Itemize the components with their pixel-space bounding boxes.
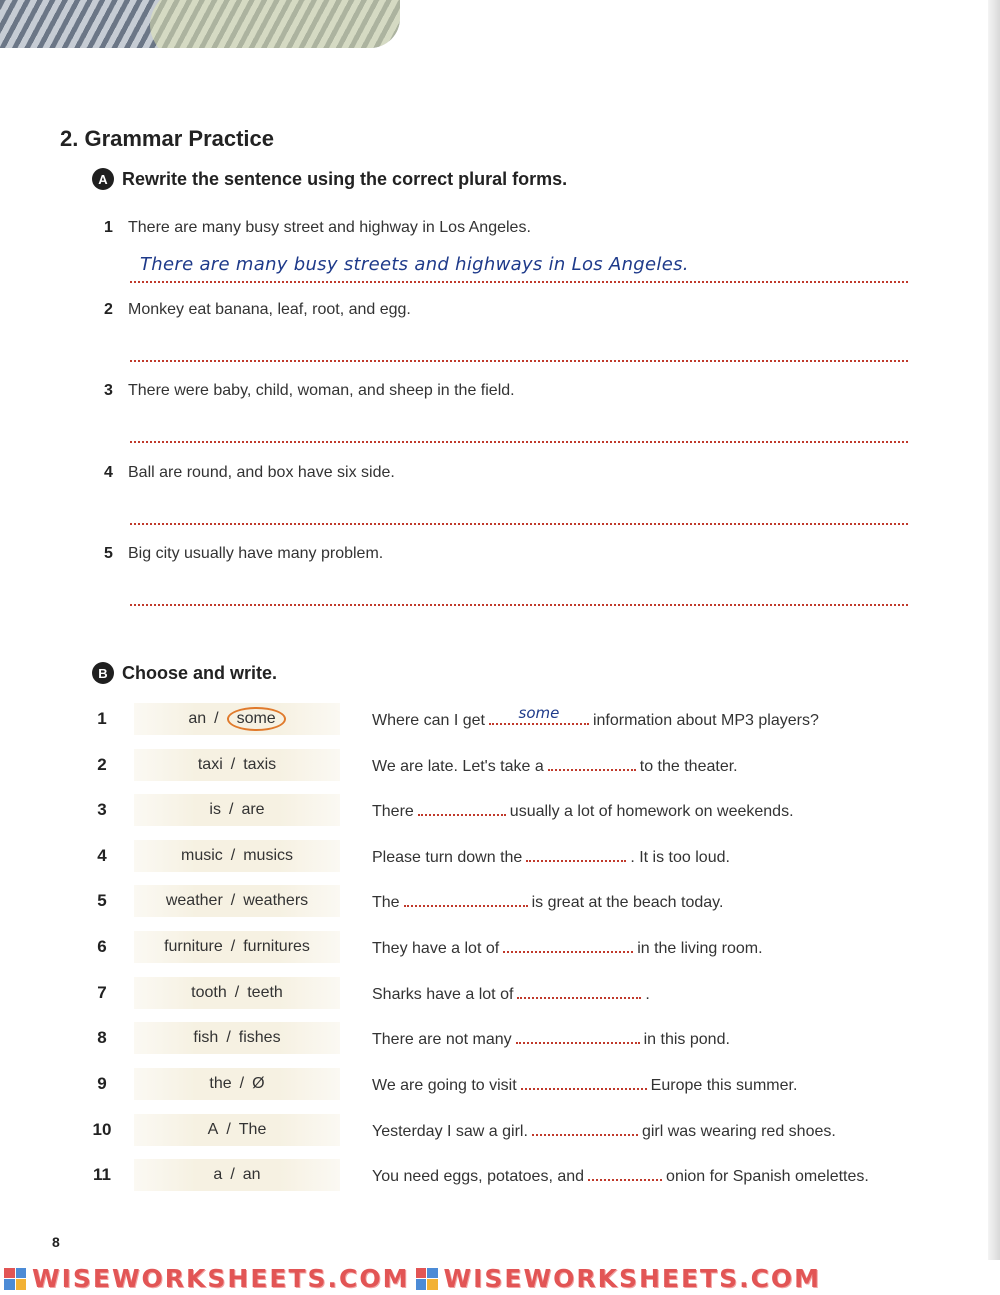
question-text: Monkey eat banana, leaf, root, and egg. [128, 301, 411, 318]
choice-options [134, 977, 340, 1009]
sentence [372, 891, 723, 912]
option-divider: / [230, 892, 236, 909]
question-number: 2 [104, 301, 113, 318]
part-b-instruction: Choose and write. [122, 662, 278, 683]
option-2[interactable]: fishes [238, 1029, 281, 1046]
option-2[interactable]: taxis [243, 756, 277, 773]
question-text: There are many busy street and highway in Los Angeles. [128, 219, 531, 236]
answer-blank[interactable] [588, 1165, 662, 1181]
item-number: 8 [97, 1028, 107, 1047]
option-divider: / [239, 1075, 245, 1092]
option-2[interactable]: furnitures [243, 938, 310, 955]
choice-row [0, 882, 1000, 922]
answer-line[interactable] [130, 360, 908, 362]
option-divider: / [226, 1121, 231, 1138]
option-divider: / [230, 756, 236, 773]
sentence [372, 1028, 730, 1049]
sentence-after: is great at the beach today. [531, 894, 724, 911]
option-1[interactable]: taxi [197, 756, 223, 773]
sentence-after: information about MP3 players? [592, 712, 819, 729]
sentence [372, 846, 730, 867]
sentence-before: You need eggs, potatoes, and [372, 1168, 585, 1185]
sentence-after: . It is too loud. [630, 849, 730, 866]
sentence-before: Please turn down the [372, 849, 523, 866]
sentence-before: Sharks have a lot of [372, 986, 514, 1003]
question-text: Big city usually have many problem. [128, 545, 384, 562]
wise-logo-icon [4, 1268, 26, 1290]
item-number: 9 [97, 1074, 107, 1093]
option-1[interactable]: furniture [164, 938, 223, 955]
item-number: 4 [97, 846, 107, 865]
choice-row [0, 928, 1000, 968]
sentence-before: Where can I get [372, 712, 485, 729]
option-1[interactable]: weather [165, 892, 223, 909]
option-1[interactable]: is [209, 801, 221, 818]
answer-blank[interactable] [404, 891, 528, 907]
option-1[interactable]: the [209, 1075, 232, 1092]
section-title: 2. Grammar Practice [60, 126, 275, 151]
sentence-after: Europe this summer. [650, 1077, 798, 1094]
choice-options [134, 931, 340, 963]
sentence-before: We are late. Let's take a [372, 758, 544, 775]
option-1[interactable]: an [188, 710, 207, 727]
sentence [372, 1165, 869, 1186]
answer-line[interactable] [130, 523, 908, 525]
answer-blank[interactable] [532, 1120, 638, 1136]
choice-row [0, 1111, 1000, 1151]
sentence [372, 983, 650, 1004]
option-2[interactable]: an [242, 1166, 261, 1183]
option-divider: / [230, 1166, 235, 1183]
option-1[interactable]: A [207, 1121, 219, 1138]
choice-options [134, 840, 340, 872]
handwritten-answer: some [518, 704, 560, 722]
choice-row [0, 974, 1000, 1014]
sentence-before: There [372, 803, 414, 820]
option-divider: / [230, 938, 236, 955]
option-divider: / [230, 847, 236, 864]
option-divider: / [226, 1029, 231, 1046]
part-a-instruction: Rewrite the sentence using the correct plural forms. [122, 168, 568, 189]
answer-blank[interactable] [521, 1074, 647, 1090]
page-number: 8 [52, 1234, 60, 1250]
option-2[interactable]: weathers [243, 892, 309, 909]
item-number: 3 [97, 800, 107, 819]
part-b-badge: B [92, 662, 114, 684]
item-number: 2 [97, 755, 107, 774]
option-2[interactable]: teeth [247, 984, 283, 1001]
option-2-circled[interactable]: some [227, 707, 286, 731]
sentence-before: Yesterday I saw a girl. [372, 1123, 528, 1140]
item-number: 11 [93, 1165, 111, 1184]
answer-blank[interactable] [503, 937, 633, 953]
sentence-after: . [645, 986, 650, 1003]
sentence [372, 1074, 797, 1095]
sentence-after: onion for Spanish omelettes. [666, 1168, 869, 1185]
choice-options [134, 794, 340, 826]
choice-row [0, 746, 1000, 786]
header-decoration [0, 0, 400, 48]
question-number: 4 [104, 464, 113, 481]
sentence-before: We are going to visit [372, 1077, 517, 1094]
sentence-before: The [372, 894, 400, 911]
part-b-heading [92, 662, 277, 684]
answer-blank[interactable] [548, 755, 636, 771]
answer-blank[interactable] [418, 800, 506, 816]
sentence-after: to the theater. [639, 758, 738, 775]
item-number: 10 [92, 1120, 112, 1139]
choice-row [0, 1065, 1000, 1105]
choice-row [0, 700, 1000, 740]
choice-options [134, 749, 340, 781]
choice-options [134, 885, 340, 917]
watermark-text: WISEWORKSHEETS.COM [32, 1264, 410, 1293]
choice-options [134, 1068, 340, 1100]
choice-options [134, 1022, 340, 1054]
option-2[interactable]: Ø [252, 1075, 265, 1092]
answer-blank[interactable] [516, 1028, 640, 1044]
sentence-after: usually a lot of homework on weekends. [509, 803, 794, 820]
item-number: 7 [97, 983, 107, 1002]
handwritten-answer[interactable]: There are many busy streets and highways in Los Angeles. [140, 254, 689, 275]
item-number: 6 [97, 937, 107, 956]
choice-options [134, 1159, 340, 1191]
option-2[interactable]: are [241, 801, 265, 818]
question-text: There were baby, child, woman, and sheep in the field. [128, 382, 515, 399]
answer-blank[interactable] [517, 983, 641, 999]
watermark-text: WISEWORKSHEETS.COM [443, 1264, 822, 1293]
part-a-heading [92, 168, 567, 190]
sentence-after: in the living room. [637, 940, 763, 957]
part-a-badge: A [92, 168, 114, 190]
sentence [372, 800, 794, 821]
option-divider: / [234, 984, 240, 1001]
choice-options [134, 1114, 340, 1146]
wise-logo-icon [416, 1268, 438, 1290]
sentence [372, 1120, 836, 1141]
option-1[interactable]: a [213, 1166, 223, 1183]
answer-line[interactable] [130, 281, 908, 283]
answer-blank[interactable] [489, 704, 589, 725]
choice-options [134, 703, 340, 735]
sentence [372, 937, 763, 958]
choice-row [0, 837, 1000, 877]
option-divider: / [214, 710, 219, 727]
answer-blank[interactable] [526, 846, 626, 862]
choice-row [0, 791, 1000, 831]
question-number: 1 [104, 219, 113, 236]
answer-line[interactable] [130, 441, 908, 443]
option-1[interactable]: tooth [191, 984, 227, 1001]
sentence-before: There are not many [372, 1031, 512, 1048]
option-2[interactable]: The [238, 1121, 267, 1138]
option-1[interactable]: music [180, 847, 223, 864]
sentence [372, 755, 738, 776]
question-text: Ball are round, and box have six side. [128, 464, 395, 481]
item-number: 1 [97, 709, 107, 728]
sentence [372, 704, 819, 730]
sentence-after: girl was wearing red shoes. [641, 1123, 836, 1140]
choice-row [0, 1156, 1000, 1196]
option-1[interactable]: fish [193, 1029, 219, 1046]
option-divider: / [228, 801, 234, 818]
watermark-banner [0, 1262, 1000, 1295]
question-number: 3 [104, 382, 113, 399]
question-number: 5 [104, 545, 113, 562]
answer-line[interactable] [130, 604, 908, 606]
sentence-after: in this pond. [643, 1031, 730, 1048]
option-2[interactable]: musics [243, 847, 293, 864]
item-number: 5 [97, 891, 107, 910]
choice-row [0, 1019, 1000, 1059]
sentence-before: They have a lot of [372, 940, 500, 957]
